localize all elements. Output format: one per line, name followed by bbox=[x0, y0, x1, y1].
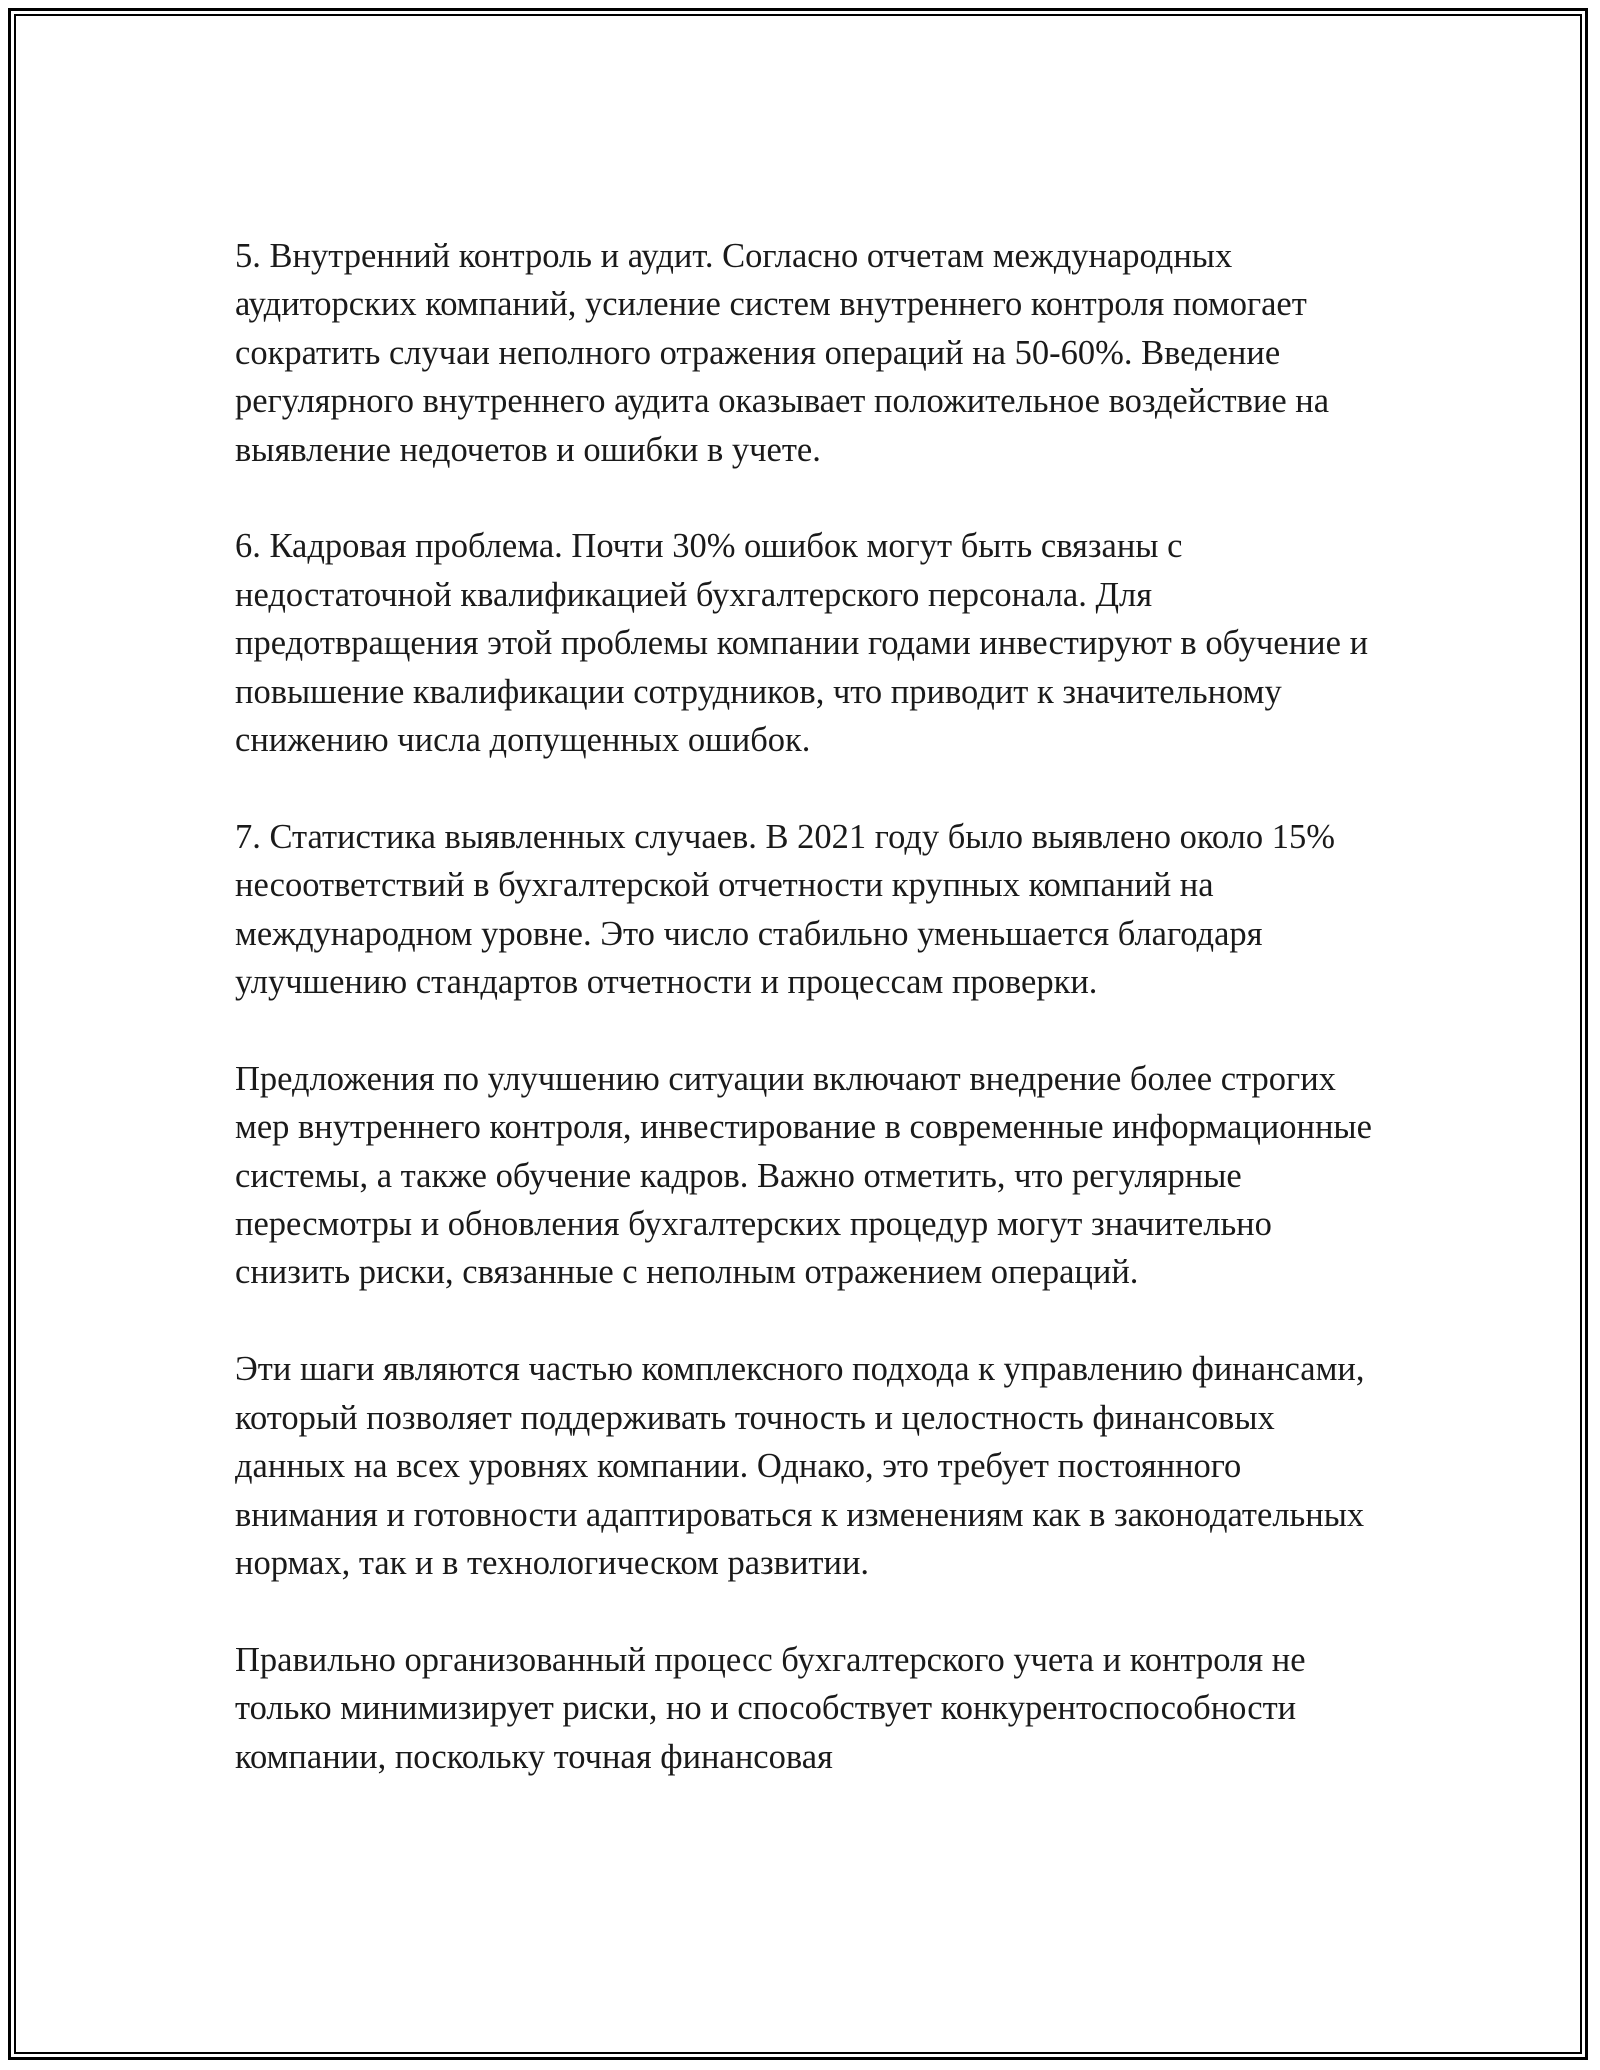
paragraph-improvement-proposals: Предложения по улучшению ситуации включают внедрение более строгих мер внутреннего контроля, инвестирование в современные информационные системы, а также обучение кадров. Важно отметить, что регулярные пересмотры и обновления бухгалтерских процедур могут значительно снизить риски, связанные с неполным отражением операций. bbox=[235, 1059, 1372, 1292]
document-body bbox=[235, 232, 1375, 1781]
paragraph-comprehensive-approach: Эти шаги являются частью комплексного подхода к управлению финансами, который позволяет поддерживать точность и целостность финансовых данных на всех уровнях компании. Однако, это требует постоянного внимания и готовности адаптироваться к изменениям как в законодательных нормах, так и в технологическом развитии. bbox=[235, 1350, 1365, 1582]
paragraph-organized-accounting-process: Правильно организованный процесс бухгалтерского учета и контроля не только минимизирует риски, но и способствует конкурентоспособности компании, поскольку точная финансовая bbox=[235, 1640, 1306, 1776]
paragraph-staffing-problem: 6. Кадровая проблема. Почти 30% ошибок могут быть связаны с недостаточной квалификацией бухгалтерского персонала. Для предотвращения этой проблемы компании годами инвестируют в обучение и повышение квалификации сотрудников, что приводит к значительному снижению числа допущенных ошибок. bbox=[235, 527, 1369, 760]
paragraph-internal-control-audit: 5. Внутренний контроль и аудит. Согласно отчетам международных аудиторских компаний, усиление систем внутреннего контроля помогает сократить случаи неполного отражения операций на 50-60%. Введение регулярного внутреннего аудита оказывает положительное воздействие на выявление недочетов и ошибки в учете. bbox=[235, 237, 1330, 469]
paragraph-detected-cases-statistics: 7. Статистика выявленных случаев. В 2021 году было выявлено около 15% несоответствий в бухгалтерской отчетности крупных компаний на международном уровне. Это число стабильно уменьшается благодаря улучшению стандартов отчетности и процессам проверки. bbox=[235, 817, 1336, 1002]
